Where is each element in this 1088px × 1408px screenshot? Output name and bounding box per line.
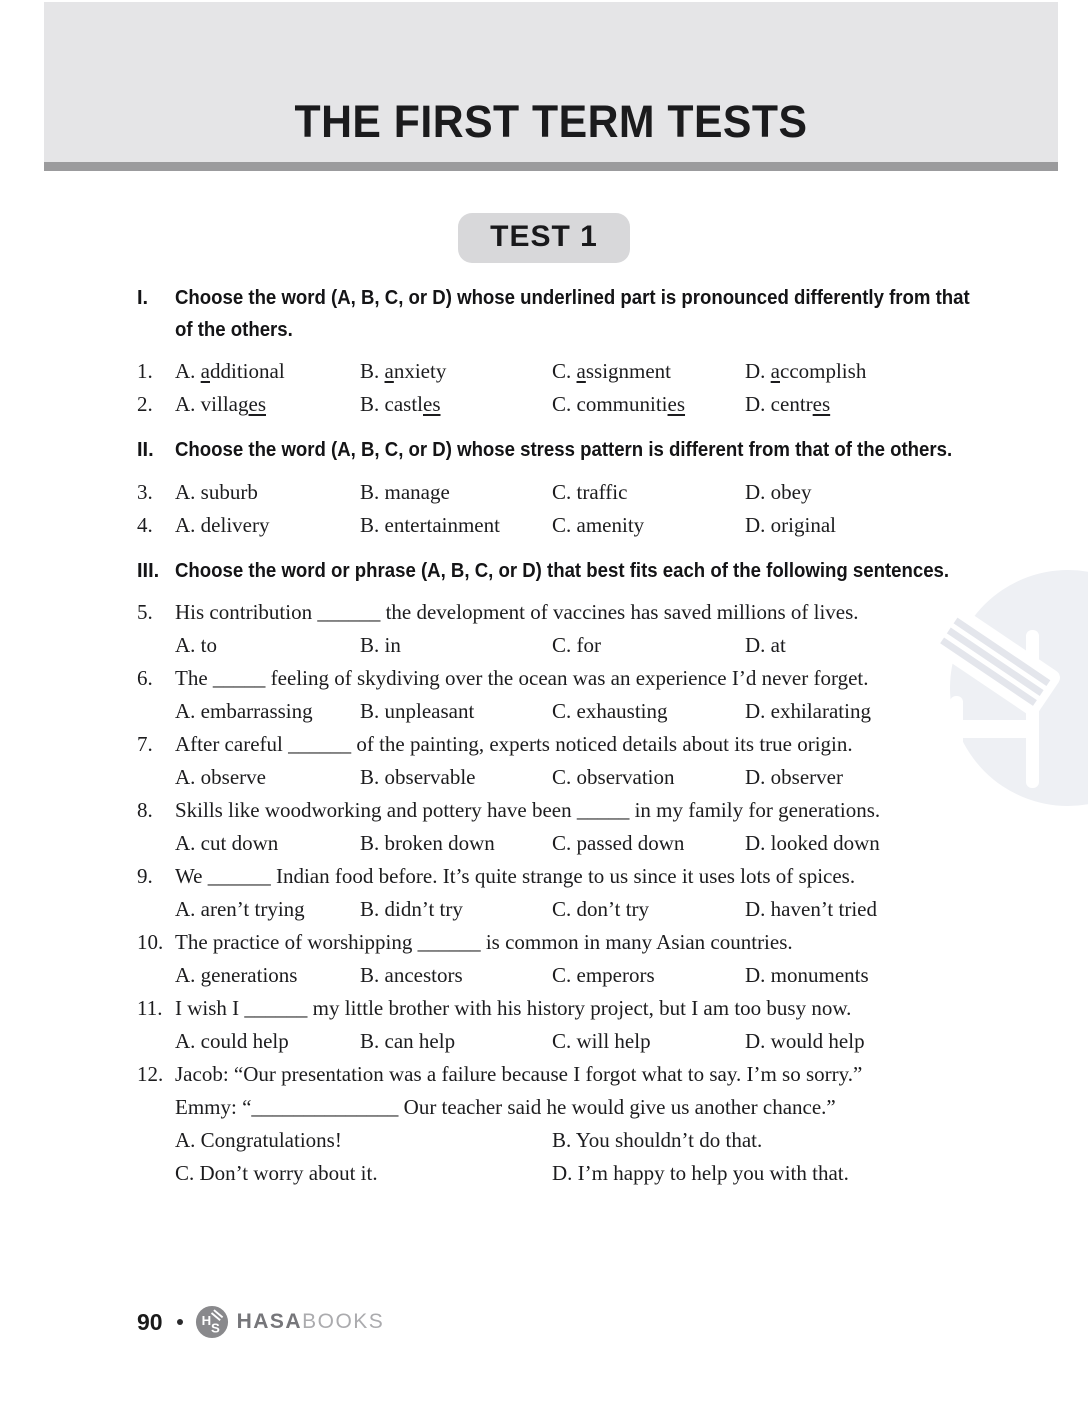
option-text: in: [384, 633, 401, 658]
answer-option: [745, 761, 1088, 794]
underlined-part: a: [576, 359, 586, 384]
question-stem-row: [137, 926, 1088, 959]
answer-option: [745, 959, 1088, 992]
page-number: 90: [137, 1308, 163, 1335]
answer-option: [175, 629, 360, 662]
option-text: observe: [200, 765, 266, 790]
answer-option: [745, 388, 1088, 421]
question-number: 8.: [137, 798, 153, 823]
test-badge-wrap: [0, 213, 1088, 263]
option-text: dditional: [210, 359, 285, 384]
option-text: traffic: [576, 479, 628, 504]
section-heading: [137, 435, 1048, 467]
answer-option: [175, 509, 360, 542]
option-label: B.: [360, 699, 385, 724]
section-instruction: [175, 556, 1048, 588]
option-text: to: [200, 633, 218, 658]
option-text: castl: [384, 392, 423, 417]
answer-option: [175, 1025, 360, 1058]
option-text: centr: [770, 392, 813, 417]
answer-option: [360, 388, 552, 421]
answer-option: [360, 355, 552, 388]
option-label: D.: [745, 479, 771, 504]
question-stem-row: [137, 728, 1088, 761]
question-stem: I wish I ______ my little brother with his history project, but I am too busy now.: [175, 996, 852, 1021]
options-grid: [175, 509, 1088, 542]
answer-option: [360, 695, 552, 728]
option-text: exhilarating: [770, 699, 871, 724]
answer-option: [360, 476, 552, 509]
option-text: obey: [770, 479, 812, 504]
answer-option: [552, 827, 745, 860]
option-text: observable: [384, 765, 476, 790]
option-label: B.: [360, 963, 385, 988]
option-label: A.: [175, 392, 201, 417]
answer-option: [360, 761, 552, 794]
option-text: observer: [770, 765, 843, 790]
option-label: D.: [745, 963, 771, 988]
option-label: D.: [745, 1029, 771, 1054]
option-text: aren’t trying: [200, 897, 305, 922]
option-text: would help: [770, 1029, 865, 1054]
option-label: D.: [745, 633, 771, 658]
answer-option: [175, 959, 360, 992]
question-number: [137, 761, 175, 794]
question-options-row: [137, 695, 1088, 728]
option-label: B.: [360, 831, 385, 856]
option-label: B.: [360, 359, 385, 384]
options-grid: [175, 1124, 1088, 1157]
question-stem: The _____ feeling of skydiving over the ocean was an experience I’d never forget.: [175, 666, 869, 691]
option-text: looked down: [770, 831, 880, 856]
question-number: [137, 1025, 175, 1058]
question-number: [137, 695, 175, 728]
answer-option: [360, 959, 552, 992]
options-grid: [175, 827, 1088, 860]
option-label: B.: [360, 765, 385, 790]
option-label: A.: [175, 897, 201, 922]
question-number: [137, 893, 175, 926]
options-grid: [175, 388, 1088, 421]
answer-option: [745, 509, 1088, 542]
question-number: 12.: [137, 1062, 164, 1087]
question-stem-row: [137, 992, 1088, 1025]
question-number: 9.: [137, 864, 153, 889]
question-number: 4.: [137, 512, 153, 537]
option-text: You shouldn’t do that.: [575, 1128, 763, 1153]
question-options-row: [137, 476, 1088, 509]
options-grid: [175, 893, 1088, 926]
section-heading: [137, 283, 1048, 346]
answer-option: [360, 1025, 552, 1058]
option-text: generations: [200, 963, 298, 988]
page-footer: [137, 1305, 384, 1339]
option-label: C.: [552, 512, 577, 537]
test-section: [0, 283, 1088, 421]
underlined-part: es: [812, 392, 831, 417]
section-heading: [137, 556, 1048, 588]
option-text: didn’t try: [384, 897, 463, 922]
option-label: D.: [745, 699, 771, 724]
answer-option: [552, 695, 745, 728]
option-text: suburb: [200, 479, 258, 504]
question-number: [137, 629, 175, 662]
answer-option: [175, 388, 360, 421]
underlined-part: es: [667, 392, 686, 417]
option-label: A.: [175, 633, 201, 658]
answer-option: [360, 893, 552, 926]
options-grid: [175, 695, 1088, 728]
answer-option: [745, 629, 1088, 662]
question-number: [137, 1091, 175, 1124]
option-text: broken down: [384, 831, 495, 856]
question-number: 3.: [137, 479, 153, 504]
option-text: exhausting: [576, 699, 668, 724]
options-grid: [175, 959, 1088, 992]
option-label: B.: [360, 479, 385, 504]
answer-option: [175, 761, 360, 794]
option-label: A.: [175, 479, 201, 504]
options-grid: [175, 355, 1088, 388]
options-grid: [175, 1025, 1088, 1058]
option-text: observation: [576, 765, 675, 790]
instruction-line: Choose the word (A, B, C, or D) whose stress pattern is different from that of the others.: [175, 439, 953, 462]
option-text: ccomplish: [780, 359, 867, 384]
question-options-row: [137, 388, 1088, 421]
question-stem: The practice of worshipping ______ is common in many Asian countries.: [175, 930, 793, 955]
question-options-row: [137, 959, 1088, 992]
hasabooks-logo-icon: [195, 1305, 229, 1339]
option-label: C.: [175, 1161, 200, 1186]
option-text: Don’t worry about it.: [199, 1161, 378, 1186]
question-stem: Jacob: “Our presentation was a failure because I forgot what to say. I’m so sorry.”: [175, 1062, 863, 1087]
question-stem-row: [137, 1091, 1088, 1124]
options-grid: [175, 761, 1088, 794]
question-number: 1.: [137, 359, 153, 384]
question-number: 11.: [137, 996, 163, 1021]
question-stem: Emmy: “______________ Our teacher said he would give us another chance.”: [175, 1095, 836, 1120]
answer-option: [745, 695, 1088, 728]
option-label: B.: [360, 392, 385, 417]
option-label: B.: [360, 897, 385, 922]
question-options-row: [137, 893, 1088, 926]
question-options-row: [137, 509, 1088, 542]
section-instruction: [175, 283, 1048, 346]
answer-option: [552, 355, 745, 388]
answer-option: [360, 629, 552, 662]
option-label: C.: [552, 963, 577, 988]
answer-option: [552, 1025, 745, 1058]
option-text: emperors: [576, 963, 655, 988]
question-number: [137, 959, 175, 992]
option-text: communiti: [576, 392, 668, 417]
option-label: A.: [175, 359, 201, 384]
test-section: [0, 556, 1088, 1191]
question-number: [137, 1124, 175, 1157]
answer-option: [552, 388, 745, 421]
option-label: C.: [552, 479, 577, 504]
underlined-part: a: [770, 359, 780, 384]
option-label: A.: [175, 963, 201, 988]
option-label: C.: [552, 359, 577, 384]
option-text: villag: [200, 392, 249, 417]
option-label: A.: [175, 1128, 201, 1153]
underlined-part: a: [384, 359, 394, 384]
answer-option: [745, 827, 1088, 860]
option-text: entertainment: [384, 512, 500, 537]
question-number: 2.: [137, 392, 153, 417]
option-text: could help: [200, 1029, 289, 1054]
option-text: will help: [576, 1029, 651, 1054]
brand-hasa: HASA: [236, 1310, 303, 1333]
option-text: original: [770, 512, 836, 537]
test-badge: TEST 1: [458, 213, 630, 263]
option-text: embarrassing: [200, 699, 313, 724]
answer-option: [175, 1124, 552, 1157]
option-label: B.: [552, 1128, 576, 1153]
option-label: D.: [745, 831, 771, 856]
answer-option: [552, 1157, 1088, 1190]
option-label: C.: [552, 1029, 577, 1054]
sections: [0, 283, 1088, 1190]
option-label: D.: [745, 765, 771, 790]
option-text: unpleasant: [384, 699, 475, 724]
option-label: D.: [745, 512, 771, 537]
answer-option: [745, 1025, 1088, 1058]
answer-option: [175, 476, 360, 509]
answer-option: [552, 509, 745, 542]
question-options-row: [137, 1025, 1088, 1058]
question-options-row: [137, 761, 1088, 794]
answer-option: [175, 1157, 552, 1190]
question-stem-row: [137, 596, 1088, 629]
option-label: D.: [745, 359, 771, 384]
option-label: C.: [552, 831, 577, 856]
section-numeral: III.: [137, 559, 160, 582]
option-label: C.: [552, 633, 577, 658]
options-grid: [175, 629, 1088, 662]
instruction-line: of the others.: [175, 318, 293, 341]
answer-option: [175, 893, 360, 926]
options-grid: [175, 1157, 1088, 1190]
question-number: 6.: [137, 666, 153, 691]
question-number: 7.: [137, 732, 153, 757]
instruction-line: Choose the word or phrase (A, B, C, or D) that best fits each of the following sentences.: [175, 559, 950, 582]
options-grid: [175, 476, 1088, 509]
option-text: at: [770, 633, 786, 658]
option-text: passed down: [576, 831, 685, 856]
option-label: A.: [175, 699, 201, 724]
answer-option: [175, 827, 360, 860]
question-stem: We ______ Indian food before. It’s quite strange to us since it uses lots of spices.: [175, 864, 856, 889]
answer-option: [175, 695, 360, 728]
option-label: C.: [552, 699, 577, 724]
underlined-part: a: [200, 359, 210, 384]
question-stem-row: [137, 794, 1088, 827]
option-text: Congratulations!: [200, 1128, 342, 1153]
underlined-part: es: [423, 392, 441, 417]
option-label: C.: [552, 897, 577, 922]
question-stem: Skills like woodworking and pottery have been _____ in my family for generations.: [175, 798, 881, 823]
option-text: can help: [384, 1029, 456, 1054]
question-options-row: [137, 629, 1088, 662]
answer-option: [360, 827, 552, 860]
answer-option: [552, 761, 745, 794]
option-text: ssignment: [585, 359, 672, 384]
question-number: 10.: [137, 930, 164, 955]
option-text: cut down: [200, 831, 279, 856]
answer-option: [360, 509, 552, 542]
question-options-row: [137, 1124, 1088, 1157]
question-options-row: [137, 355, 1088, 388]
section-numeral: I.: [137, 287, 149, 309]
question-options-row: [137, 827, 1088, 860]
answer-option: [175, 355, 360, 388]
option-label: D.: [745, 897, 771, 922]
option-text: monuments: [770, 963, 869, 988]
instruction-line: Choose the word (A, B, C, or D) whose underlined part is pronounced differently from that: [175, 287, 970, 309]
brand-name: [237, 1310, 385, 1334]
option-label: A.: [175, 512, 201, 537]
option-text: haven’t tried: [770, 897, 877, 922]
answer-option: [552, 476, 745, 509]
answer-option: [552, 1124, 1088, 1157]
question-stem-row: [137, 662, 1088, 695]
section-numeral: II.: [137, 439, 154, 462]
option-label: B.: [360, 1029, 385, 1054]
question-stem-row: [137, 860, 1088, 893]
option-label: A.: [175, 831, 201, 856]
underlined-part: es: [248, 392, 266, 417]
option-text: manage: [384, 479, 450, 504]
svg-text:H: H: [201, 1312, 211, 1328]
option-label: C.: [552, 765, 577, 790]
option-text: nxiety: [393, 359, 447, 384]
answer-option: [745, 476, 1088, 509]
svg-text:S: S: [210, 1320, 220, 1336]
option-label: B.: [360, 512, 385, 537]
option-label: A.: [175, 1029, 201, 1054]
page-title: THE FIRST TERM TESTS: [294, 96, 808, 147]
option-text: don’t try: [576, 897, 650, 922]
brand-books: BOOKS: [302, 1310, 385, 1333]
option-text: delivery: [200, 512, 270, 537]
question-stem: After careful ______ of the painting, experts noticed details about its true origin.: [175, 732, 853, 757]
question-stem: His contribution ______ the development of vaccines has saved millions of lives.: [175, 600, 859, 625]
test-section: [0, 435, 1088, 542]
answer-option: [745, 355, 1088, 388]
question-stem-row: [137, 1058, 1088, 1091]
section-instruction: [175, 435, 1048, 467]
option-text: for: [576, 633, 602, 658]
answer-option: [552, 893, 745, 926]
option-text: ancestors: [384, 963, 463, 988]
option-label: D.: [552, 1161, 578, 1186]
answer-option: [552, 959, 745, 992]
answer-option: [745, 893, 1088, 926]
option-text: amenity: [576, 512, 645, 537]
dot-separator-icon: [177, 1319, 183, 1325]
question-number: [137, 1157, 175, 1190]
option-label: D.: [745, 392, 771, 417]
option-label: A.: [175, 765, 201, 790]
answer-option: [552, 629, 745, 662]
question-number: 5.: [137, 600, 153, 625]
question-number: [137, 827, 175, 860]
option-label: B.: [360, 633, 385, 658]
option-text: I’m happy to help you with that.: [577, 1161, 849, 1186]
question-options-row: [137, 1157, 1088, 1190]
option-label: C.: [552, 392, 577, 417]
